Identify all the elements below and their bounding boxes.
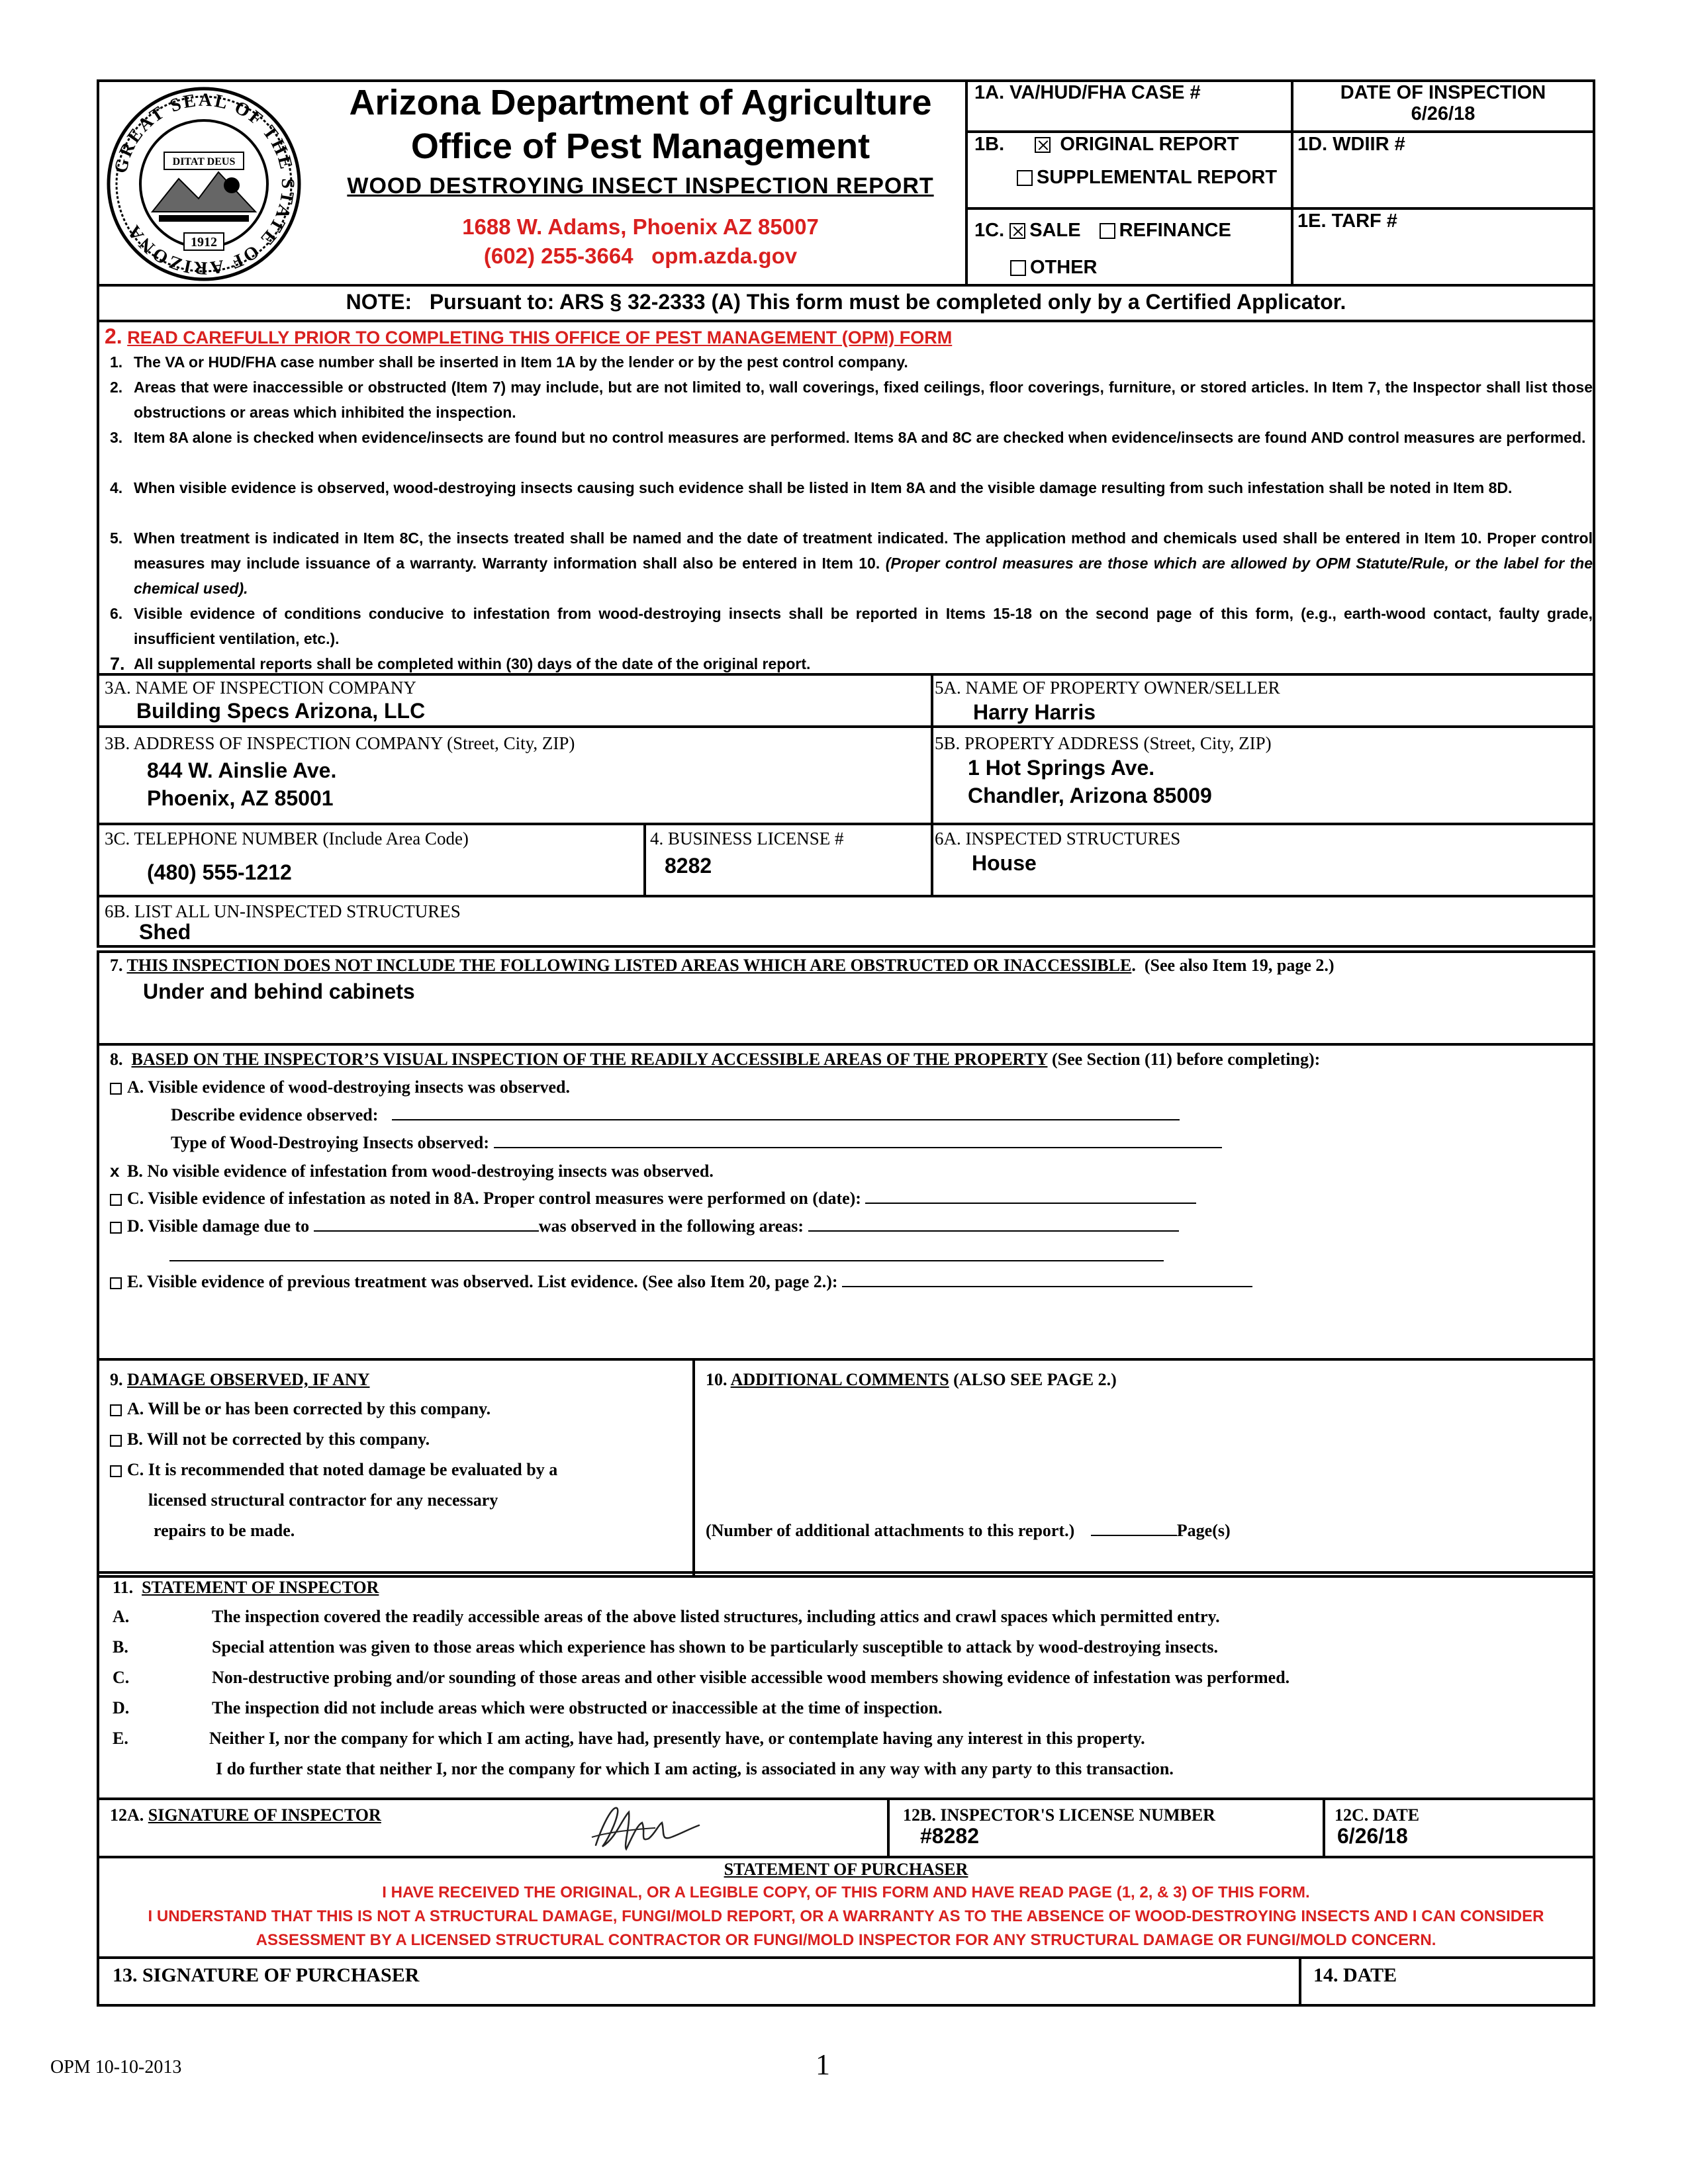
statement-item-text: Non-destructive probing and/or sounding of those areas and other visible accessible wood members showing evidence of infestation was performed.	[212, 1668, 1290, 1687]
statement-item-text: Neither I, nor the company for which I am acting, have had, presently have, or contemplate having any interest in this property.	[209, 1729, 1145, 1748]
item-8d: D. Visible damage due to was observed in the following areas:	[110, 1216, 1179, 1236]
signature-divider-2	[1323, 1797, 1325, 1858]
inspector-signature-label: 12A. SIGNATURE OF INSPECTOR	[110, 1805, 381, 1825]
office-title: Office of Pest Management	[410, 126, 870, 166]
case-number-field[interactable]	[974, 106, 1279, 126]
statement-item: D.	[113, 1698, 130, 1717]
agency-contact: (602) 255-3664 opm.azda.gov	[483, 244, 798, 268]
statement-item: E.	[113, 1729, 128, 1748]
item-8c: C. Visible evidence of infestation as noted in 8A. Proper control measures were performed on (date):	[110, 1189, 1196, 1208]
purchaser-date-label: 14. DATE	[1313, 1964, 1397, 1986]
purchaser-signature-field[interactable]	[463, 1962, 1284, 2001]
purchaser-statement-1: I HAVE RECEIVED THE ORIGINAL, OR A LEGIBLE COPY, OF THIS FORM AND HAVE READ PAGE (1, 2, & 3) OF THIS FORM.	[382, 1884, 1310, 1901]
phone-label: 3C. TELEPHONE NUMBER (Include Area Code)	[105, 829, 469, 848]
instructions-number: 2.	[105, 324, 122, 348]
company-address-label: 3B. ADDRESS OF INSPECTION COMPANY (Street, City, ZIP)	[105, 733, 575, 753]
other-checkbox[interactable]	[1010, 260, 1026, 276]
instruction-item: 4. When visible evidence is observed, wood-destroying insects causing such evidence shall be listed in Item 8A and the visible damage resulting from such infestation shall be noted in Item 8D.	[110, 479, 1513, 496]
damage-areas-field[interactable]	[808, 1230, 1179, 1232]
signature-date-value[interactable]: 6/26/18	[1337, 1824, 1408, 1848]
item-8a: A. Visible evidence of wood-destroying insects was observed.	[110, 1077, 570, 1097]
item-8b: x B. No visible evidence of infestation from wood-destroying insects was observed.	[110, 1161, 714, 1181]
statement-item: A.	[113, 1607, 130, 1626]
header-divider-right	[1291, 79, 1293, 287]
svg-text:1912: 1912	[191, 235, 217, 250]
instruction-item: 6. Visible evidence of conditions conducive to infestation from wood-destroying insects shall be reported in Items 15-18 on the second page of this form, (e.g., earth-wood contact, faulty grade, insufficient ventilation, etc.).	[110, 605, 1593, 647]
phone-license-divider	[643, 823, 646, 897]
sale-checkbox[interactable]	[1009, 223, 1025, 239]
report-title: WOOD DESTROYING INSECT INSPECTION REPORT	[347, 173, 934, 199]
insect-type-field[interactable]	[494, 1147, 1222, 1148]
inspected-structures-value[interactable]: House	[972, 851, 1037, 875]
owner-value[interactable]: Harry Harris	[973, 700, 1096, 724]
item-9b-checkbox[interactable]	[110, 1435, 122, 1447]
header-divider-left	[965, 79, 968, 287]
header-row-line-2	[965, 207, 1595, 210]
phone-value[interactable]: (480) 555-1212	[147, 860, 292, 884]
purchaser-heading: STATEMENT OF PURCHASER	[724, 1860, 968, 1879]
svg-text:DITAT DEUS: DITAT DEUS	[172, 156, 236, 167]
company-address-line1[interactable]: 844 W. Ainslie Ave.	[147, 758, 337, 782]
transaction-label: 1C.	[974, 220, 1005, 241]
supplemental-report-row	[1017, 167, 1277, 189]
wdiir-field[interactable]	[1297, 159, 1589, 179]
wdiir-label: 1D. WDIIR #	[1297, 134, 1405, 155]
purchaser-date-field[interactable]	[1417, 1962, 1582, 2001]
row-line-3c-6b	[97, 895, 1595, 897]
statement-item: C.	[113, 1668, 130, 1687]
purchaser-statement-3: ASSESSMENT BY A LICENSED STRUCTURAL CONTRACTOR OR FUNGI/MOLD INSPECTOR FOR ANY STRUCTURAL DAMAGE OR FUNGI/MOLD CONCERN.	[256, 1931, 1436, 1949]
property-address-line1[interactable]: 1 Hot Springs Ave.	[968, 756, 1155, 780]
item-9a: A. Will be or has been corrected by this company.	[110, 1399, 491, 1419]
inspector-license-value[interactable]: #8282	[920, 1824, 979, 1848]
property-address-line2[interactable]: Chandler, Arizona 85009	[968, 784, 1212, 807]
signature-date-label: 12C. DATE	[1335, 1805, 1420, 1825]
row-line-3a-3b	[97, 725, 1595, 728]
item-9c-line3: repairs to be made.	[154, 1521, 295, 1540]
state-seal-icon	[106, 86, 302, 282]
business-license-label: 4. BUSINESS LICENSE #	[650, 829, 844, 848]
item-8e: E. Visible evidence of previous treatment was observed. List evidence. (See also Item 20, page 2.):	[110, 1272, 1252, 1292]
uninspected-structures-value[interactable]: Shed	[139, 920, 191, 944]
section9-10-divider	[692, 1358, 695, 1578]
item-8d-checkbox[interactable]	[110, 1222, 122, 1234]
tarf-field[interactable]	[1297, 238, 1589, 258]
describe-evidence-row: Describe evidence observed:	[171, 1105, 1180, 1125]
supplemental-report-label: SUPPLEMENTAL REPORT	[1037, 167, 1278, 188]
item-9c-checkbox[interactable]	[110, 1465, 122, 1477]
additional-comments-field[interactable]	[706, 1398, 1579, 1510]
previous-treatment-field[interactable]	[842, 1286, 1252, 1287]
item-8c-checkbox[interactable]	[110, 1194, 122, 1206]
company-name-label: 3A. NAME OF INSPECTION COMPANY	[105, 678, 416, 698]
section11-heading: 11. STATEMENT OF INSPECTOR	[113, 1578, 379, 1597]
row-line-3b-3c	[97, 823, 1595, 825]
agency-title: Arizona Department of Agriculture	[349, 83, 932, 122]
item-8b-checkbox[interactable]: x	[110, 1161, 120, 1181]
business-license-value[interactable]: 8282	[665, 854, 712, 878]
original-report-checkbox[interactable]	[1035, 137, 1051, 153]
section7-label: 7. THIS INSPECTION DOES NOT INCLUDE THE FOLLOWING LISTED AREAS WHICH ARE OBSTRUCTED OR INACCESSIBLE. (See also Item 19, page 2.)	[110, 956, 1335, 975]
statement-item-text: Special attention was given to those areas which experience has shown to be particularly susceptible to attack by wood-destroying insects.	[212, 1637, 1219, 1657]
instructions-heading-text: READ CAREFULLY PRIOR TO COMPLETING THIS OFFICE OF PEST MANAGEMENT (OPM) FORM	[127, 328, 953, 347]
original-report-label: ORIGINAL REPORT	[1060, 134, 1239, 155]
page-number: 1	[816, 2048, 830, 2081]
tarf-label: 1E. TARF #	[1297, 210, 1397, 232]
item-8e-checkbox[interactable]	[110, 1277, 122, 1289]
company-address-line2[interactable]: Phoenix, AZ 85001	[147, 786, 334, 810]
inspected-structures-label: 6A. INSPECTED STRUCTURES	[935, 829, 1181, 848]
svg-text:GREAT SEAL OF THE STATE OF ARI: GREAT SEAL OF THE STATE OF ARIZONA	[110, 89, 299, 279]
other-row	[1010, 257, 1098, 279]
other-label: OTHER	[1030, 257, 1098, 278]
instruction-item: 2. Areas that were inaccessible or obstructed (Item 7) may include, but are not limited to, wall coverings, fixed ceilings, floor coverings, furniture, or stored articles. In Item 7, the Inspector shall list those obstructions or areas which inhibited the inspection.	[110, 379, 1593, 421]
item-9b: B. Will not be corrected by this company.	[110, 1430, 430, 1449]
section9-heading: 9. DAMAGE OBSERVED, IF ANY	[110, 1370, 370, 1389]
supplemental-report-checkbox[interactable]	[1017, 170, 1033, 186]
statement-item-text: The inspection covered the readily accessible areas of the above listed structures, including attics and crawl spaces which permitted entry.	[212, 1607, 1220, 1626]
item-9a-checkbox[interactable]	[110, 1404, 122, 1416]
purchaser-date-divider	[1299, 1956, 1301, 2007]
signature-divider-1	[887, 1797, 890, 1858]
company-property-divider	[931, 673, 933, 897]
instruction-item: 5. When treatment is indicated in Item 8C, the insects treated shall be named and the date of treatment indicated. The application method and chemicals used shall be entered in Item 10. Proper control measures may include issuance of a warranty. Warranty information shall also be entered in Item 10. (Proper control measures are those which are allowed by OPM Statute/Rule, or the label for the chemical used).	[110, 529, 1593, 597]
item-9c: C. It is recommended that noted damage be evaluated by a	[110, 1460, 557, 1480]
attachments-row: (Number of additional attachments to this report.) Page(s)	[706, 1521, 1231, 1540]
purchaser-signature-label: 13. SIGNATURE OF PURCHASER	[113, 1964, 420, 1986]
obstructed-areas-value[interactable]: Under and behind cabinets	[143, 979, 415, 1003]
statement-further: I do further state that neither I, nor the company for which I am acting, is associated in any way with any party to this transaction.	[216, 1759, 1174, 1778]
statement-item: B.	[113, 1637, 128, 1657]
company-name-value[interactable]: Building Specs Arizona, LLC	[136, 699, 426, 723]
purchaser-signature-line-top	[97, 1956, 1595, 1959]
instructions-heading	[105, 324, 952, 349]
damage-cause-field[interactable]	[314, 1230, 539, 1232]
uninspected-structures-label: 6B. LIST ALL UN-INSPECTED STRUCTURES	[105, 901, 461, 921]
transaction-row	[974, 220, 1231, 242]
attachments-count-field[interactable]	[1091, 1535, 1177, 1536]
inspector-license-label: 12B. INSPECTOR'S LICENSE NUMBER	[903, 1805, 1215, 1825]
header-row-line-1	[965, 130, 1595, 133]
refinance-checkbox[interactable]	[1100, 223, 1115, 239]
property-address-label: 5B. PROPERTY ADDRESS (Street, City, ZIP)	[935, 733, 1272, 753]
section8-heading: 8. BASED ON THE INSPECTOR’S VISUAL INSPECTION OF THE READILY ACCESSIBLE AREAS OF THE PROPERTY (See Section (11) before completing):	[110, 1050, 1321, 1069]
instruction-item: 1. The VA or HUD/FHA case number shall be inserted in Item 1A by the lender or by the pest control company.	[110, 353, 908, 371]
damage-areas-field-line2[interactable]	[169, 1260, 1164, 1261]
case-number-label: 1A. VA/HUD/FHA CASE #	[974, 82, 1201, 103]
agency-address: 1688 W. Adams, Phoenix AZ 85007	[462, 214, 819, 239]
treatment-date-field[interactable]	[865, 1203, 1196, 1204]
instruction-item: 7. All supplemental reports shall be completed within (30) days of the date of the original report.	[110, 654, 811, 674]
describe-evidence-field[interactable]	[392, 1119, 1180, 1120]
instruction-item: 3. Item 8A alone is checked when evidence/insects are found but no control measures are performed. Items 8A and 8C are checked when evidence/insects are found AND control measures are performed.	[110, 429, 1586, 446]
refinance-label: REFINANCE	[1119, 220, 1231, 241]
item-8a-checkbox[interactable]	[110, 1083, 122, 1095]
report-type-row	[974, 134, 1239, 156]
purchaser-statement-2: I UNDERSTAND THAT THIS IS NOT A STRUCTURAL DAMAGE, FUNGI/MOLD REPORT, OR A WARRANTY AS TO THE ABSENCE OF WOOD-DESTROYING INSECTS AND I CAN CONSIDER	[148, 1907, 1544, 1925]
certified-applicator-note: NOTE: Pursuant to: ARS § 32-2333 (A) This form must be completed only by a Certified Applicator.	[346, 290, 1346, 314]
inspector-signature[interactable]	[583, 1799, 715, 1856]
item-9c-line2: licensed structural contractor for any necessary	[148, 1490, 498, 1510]
form-id: OPM 10-10-2013	[50, 2057, 182, 2077]
owner-label: 5A. NAME OF PROPERTY OWNER/SELLER	[935, 678, 1280, 698]
statement-item-text: The inspection did not include areas which were obstructed or inaccessible at the time of inspection.	[212, 1698, 943, 1717]
inspection-date-value[interactable]: 6/26/18	[1411, 103, 1476, 124]
inspection-date-label: DATE OF INSPECTION	[1340, 82, 1546, 103]
section10-heading: 10. ADDITIONAL COMMENTS (ALSO SEE PAGE 2.)	[706, 1370, 1117, 1389]
sale-label: SALE	[1029, 220, 1081, 241]
report-type-label: 1B.	[974, 134, 1005, 155]
insect-type-row: Type of Wood-Destroying Insects observed:	[171, 1133, 1222, 1153]
